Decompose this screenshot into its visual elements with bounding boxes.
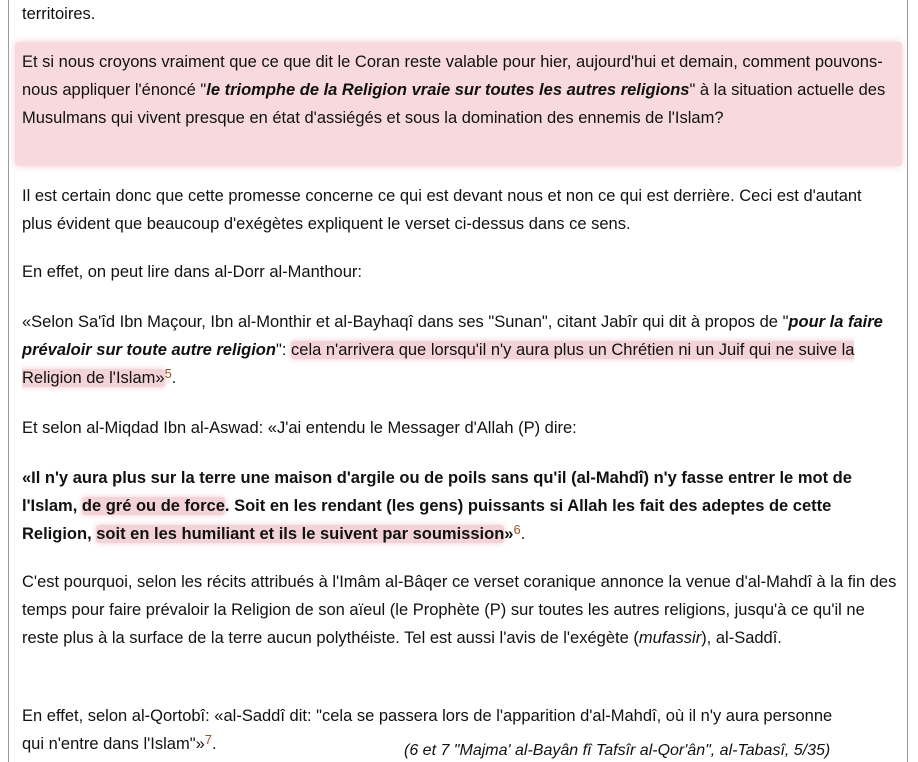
text: ":	[275, 341, 292, 359]
quote-paragraph	[22, 308, 898, 392]
text: C'est pourquoi, selon les récits attribués à l'Imâm al-Bâqer ce verset coranique annonce la venue d'al-Mahdî à la fin des temps pour faire prévaloir la Religion de son aïeul (le Prophète (P) sur toutes les autres religions, jusqu'à ce qu'il ne reste plus à la surface de la terre aucun polythéiste. Tel est aussi l'avis de l'exégète (	[22, 573, 897, 647]
text: Et si nous croyons vraiment que ce que dit le Coran reste valable pour hier, aujourd'hui et demain, comment pouvons-nous appliquer l'énoncé "	[22, 53, 883, 99]
left-border	[8, 0, 9, 762]
emphasis-text: pour la faire prévaloir sur toute autre religion	[22, 313, 883, 359]
italic-term: mufassir	[638, 629, 702, 647]
footnote-marker-5[interactable]: 5	[164, 366, 172, 381]
paragraph	[22, 414, 577, 442]
text: .	[171, 369, 177, 387]
right-border	[907, 0, 908, 762]
emphasis-text: le triomphe de la Religion vraie sur toutes les autres religions	[206, 81, 690, 99]
text: En effet, selon al-Qortobî: «al-Saddî dit: "cela se passera lors de l'apparition d'al-Mahdî, où il n'y aura personne qui n'entre dans l'Islam"»	[22, 707, 833, 753]
hadith-paragraph	[22, 464, 882, 548]
text: . Soit en les rendant (les gens) puissants si Allah les fait des adeptes de cette Religion,	[22, 497, 832, 543]
paragraph	[22, 568, 898, 652]
highlighted-text: de gré ou de force	[81, 497, 225, 515]
highlighted-paragraph	[22, 48, 890, 132]
text: .	[520, 525, 526, 543]
paragraph	[22, 182, 890, 238]
text: Et selon al-Miqdad Ibn al-Aswad: «J'ai entendu le Messager d'Allah (P) dire:	[22, 419, 577, 437]
text: En effet, on peut lire dans al-Dorr al-Manthour:	[22, 263, 362, 281]
text: " à la situation actuelle des Musulmans qui vivent presque en état d'assiégés et sous la domination des ennemis de l'Islam?	[22, 81, 886, 127]
paragraph	[22, 258, 362, 286]
text: «Selon Sa'îd Ibn Maçour, Ibn al-Monthir et al-Bayhaqî dans ses "Sunan", citant Jabîr qui dit à propos de "	[22, 313, 789, 331]
text: .	[212, 735, 217, 753]
paragraph-fragment	[22, 0, 95, 28]
text: territoires.	[22, 5, 96, 23]
footnote-marker-6[interactable]: 6	[513, 522, 521, 537]
highlighted-text: cela n'arrivera que lorsqu'il n'y aura plus un Chrétien ni un Juif qui ne suive la Religion de l'Islam»	[22, 341, 855, 387]
footnote-marker-7[interactable]: 7	[204, 732, 212, 747]
text: »	[504, 525, 514, 543]
footnote-reference: (6 et 7 "Majma' al-Bayân fî Tafsîr al-Qor'ân", al-Tabasî, 5/35)	[404, 742, 831, 759]
text: Il est certain donc que cette promesse concerne ce qui est devant nous et non ce qui est derrière. Ceci est d'autant plus évident que beaucoup d'exégètes expliquent le verset ci-dessus dans ce sens.	[22, 187, 862, 233]
highlighted-text: soit en les humiliant et ils le suivent par soumission	[96, 525, 505, 543]
text: ), al-Saddî.	[701, 629, 782, 647]
text: «Il n'y aura plus sur la terre une maison d'argile ou de poils sans qu'il (al-Mahdî) n'y fasse entrer le mot de l'Islam,	[22, 469, 852, 515]
